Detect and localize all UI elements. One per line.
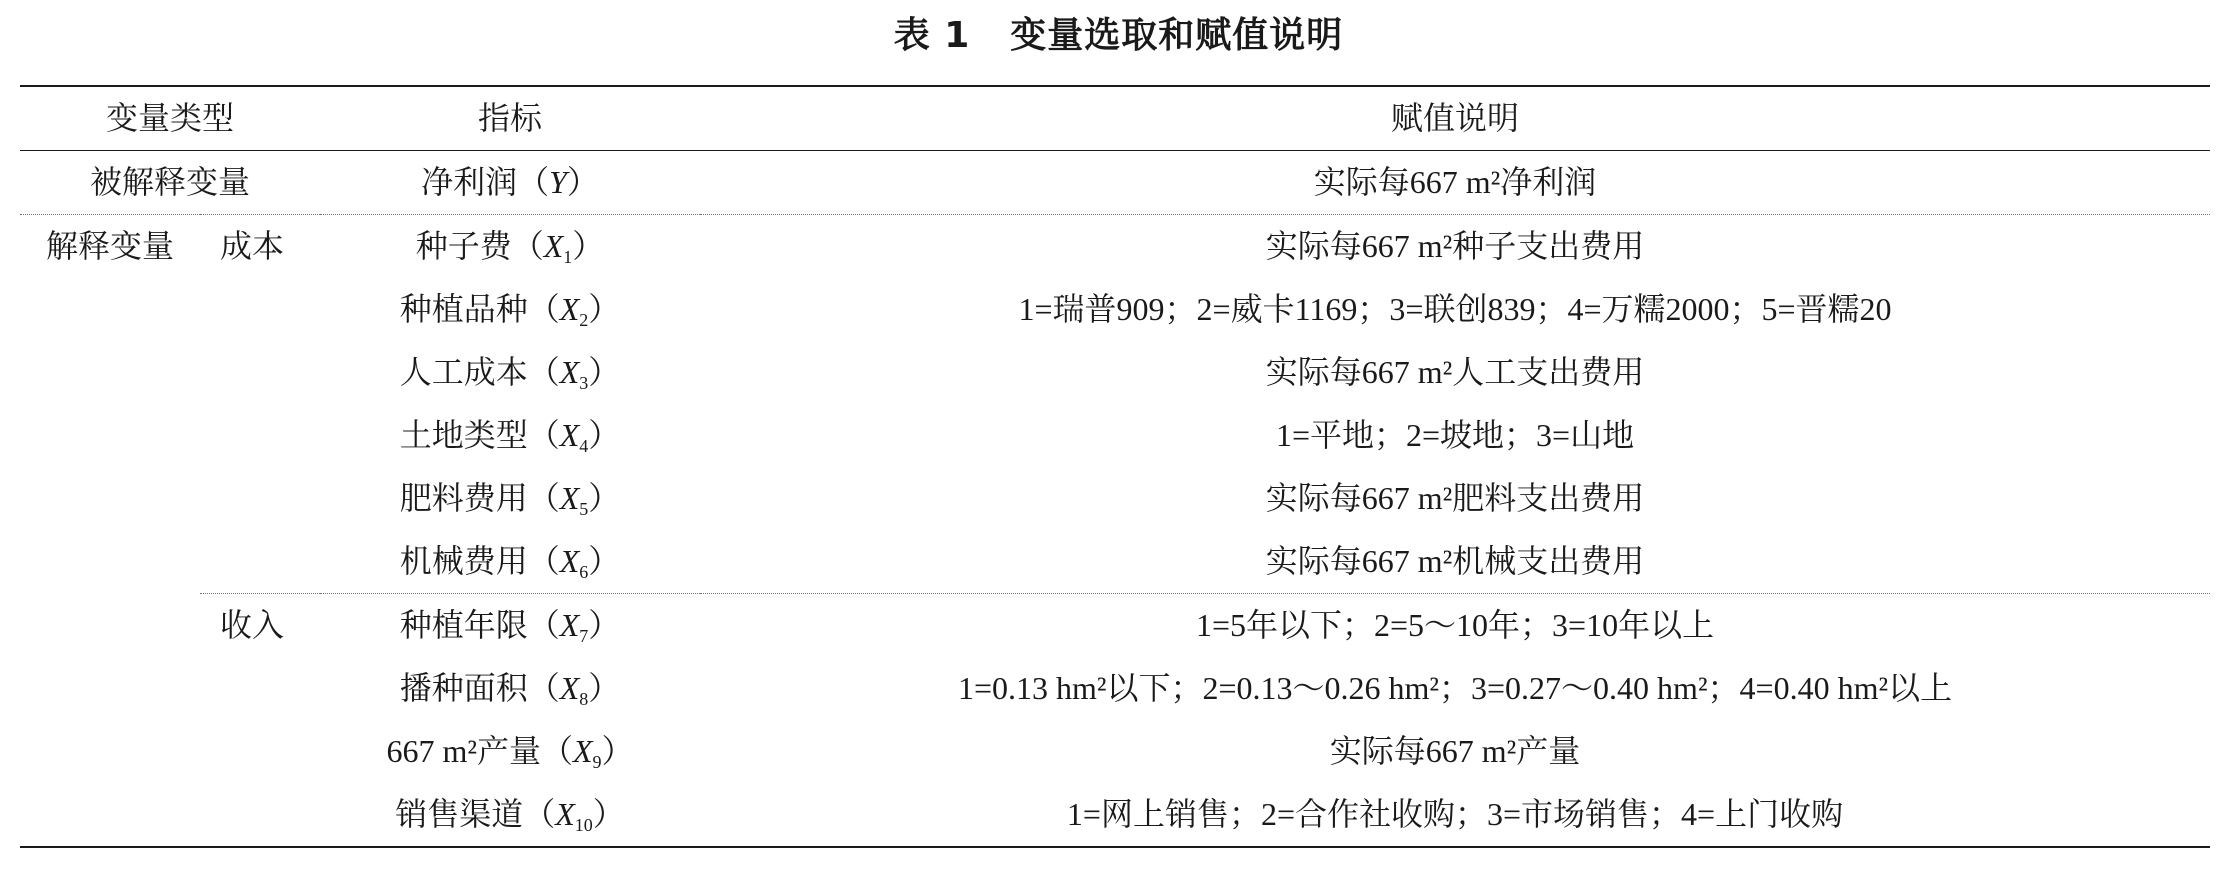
header-description: 赋值说明 bbox=[700, 86, 2210, 151]
description-cell: 实际每667 m²人工支出费用 bbox=[1265, 354, 1645, 390]
indicator-subscript: 10 bbox=[574, 815, 593, 835]
explanatory-type-cell: 解释变量 bbox=[20, 215, 200, 279]
indicator-symbol: X bbox=[559, 291, 580, 327]
indicator-cell: 种植年限$(X_7)$ bbox=[320, 594, 700, 658]
indicator-symbol: X bbox=[559, 607, 580, 643]
description-cell: 1=瑞普909；2=威卡1169；3=联创839；4=万糯2000；5=晋糯20 bbox=[1018, 291, 1892, 327]
table-row bbox=[20, 720, 2210, 783]
indicator-symbol: X bbox=[543, 228, 564, 264]
table-row bbox=[20, 278, 2210, 341]
indicator-cell: 人工成本$(X_3)$ bbox=[399, 354, 621, 393]
indicator-symbol: X bbox=[572, 733, 593, 769]
table-row bbox=[20, 530, 2210, 594]
indicator-subscript: 1 bbox=[563, 247, 573, 267]
dependent-description-cell: 实际每667 m²净利润 bbox=[1313, 164, 1597, 200]
description-cell: 1=平地；2=坡地；3=山地 bbox=[1275, 417, 1635, 453]
description-cell: 1=网上销售；2=合作社收购；3=市场销售；4=上门收购 bbox=[700, 783, 2210, 847]
header-variable-type: 变量类型 bbox=[20, 86, 320, 151]
indicator-cell: 土地类型$(X_4)$ bbox=[399, 417, 621, 456]
indicator-subscript: 2 bbox=[579, 310, 589, 330]
dependent-indicator-cell: 净利润（Y） bbox=[421, 164, 599, 200]
indicator-name: 土地类型 bbox=[399, 417, 528, 453]
indicator-name: 种植年限 bbox=[399, 607, 528, 643]
table-row bbox=[20, 594, 2210, 658]
indicator-symbol: X bbox=[555, 796, 575, 832]
description-cell: 实际每667 m²产量 bbox=[1329, 733, 1581, 769]
indicator-symbol: X bbox=[559, 480, 580, 516]
description-cell: 1=0.13 hm²以下；2=0.13～0.26 hm²；3=0.27～0.40 hm²；4=0.40 hm²以上 bbox=[957, 670, 1953, 706]
table-title: 变量选取和赋值说明 bbox=[1010, 15, 1344, 56]
indicator-subscript: 9 bbox=[592, 752, 602, 772]
indicator-symbol: X bbox=[559, 670, 580, 706]
description-cell: 1=5年以下；2=5～10年；3=10年以上 bbox=[700, 594, 2210, 658]
group-label-cost: 成本 bbox=[200, 215, 320, 279]
table-number: 表 1 bbox=[893, 15, 971, 56]
indicator-cell: 播种面积$(X_8)$ bbox=[399, 670, 621, 709]
indicator-cell: 肥料费用$(X_5)$ bbox=[399, 480, 621, 519]
indicator-subscript: 3 bbox=[579, 373, 589, 393]
indicator-name: 种植品种 bbox=[399, 291, 528, 327]
description-cell: 实际每667 m²肥料支出费用 bbox=[1265, 480, 1645, 516]
indicator-symbol: X bbox=[559, 417, 580, 453]
indicator-name: 人工成本 bbox=[399, 354, 528, 390]
indicator-name: 净利润 bbox=[421, 164, 518, 200]
indicator-name: 667 m²产量 bbox=[386, 733, 541, 769]
indicator-symbol: X bbox=[559, 354, 580, 390]
indicator-cell: 机械费用$(X_6)$ bbox=[399, 543, 621, 582]
indicator-subscript: 8 bbox=[579, 689, 589, 709]
indicator-subscript: 4 bbox=[579, 436, 589, 456]
table-row bbox=[20, 657, 2210, 720]
indicator-subscript: 6 bbox=[579, 562, 589, 582]
header-row bbox=[20, 86, 2210, 151]
table-row bbox=[20, 341, 2210, 404]
variable-table bbox=[20, 85, 2210, 848]
indicator-name: 销售渠道 bbox=[395, 796, 524, 832]
table-row bbox=[20, 783, 2210, 847]
description-cell: 实际每667 m²种子支出费用 bbox=[700, 215, 2210, 279]
indicator-cell: 销售渠道$(X_{10})$ bbox=[320, 783, 700, 847]
table-row bbox=[20, 467, 2210, 530]
indicator-cell: 种植品种$(X_2)$ bbox=[399, 291, 621, 330]
indicator-name: 播种面积 bbox=[399, 670, 528, 706]
description-cell: 实际每667 m²机械支出费用 bbox=[1265, 543, 1645, 579]
header-indicator: 指标 bbox=[320, 86, 700, 151]
indicator-name: 肥料费用 bbox=[399, 480, 528, 516]
dependent-type-cell: 被解释变量 bbox=[90, 164, 251, 200]
table-row-dependent bbox=[20, 151, 2210, 215]
indicator-name: 种子费 bbox=[415, 228, 512, 264]
table-row bbox=[20, 215, 2210, 279]
indicator-symbol: Y bbox=[549, 164, 567, 200]
indicator-subscript: 7 bbox=[579, 626, 589, 646]
indicator-symbol: X bbox=[559, 543, 580, 579]
group-label-income: 收入 bbox=[200, 594, 320, 658]
table-caption bbox=[0, 8, 2237, 64]
indicator-cell: 667 m²产量$(X_9)$ bbox=[386, 733, 634, 772]
indicator-cell: 种子费$(X_1)$ bbox=[320, 215, 700, 279]
table-row bbox=[20, 404, 2210, 467]
indicator-name: 机械费用 bbox=[399, 543, 528, 579]
indicator-subscript: 5 bbox=[579, 499, 589, 519]
